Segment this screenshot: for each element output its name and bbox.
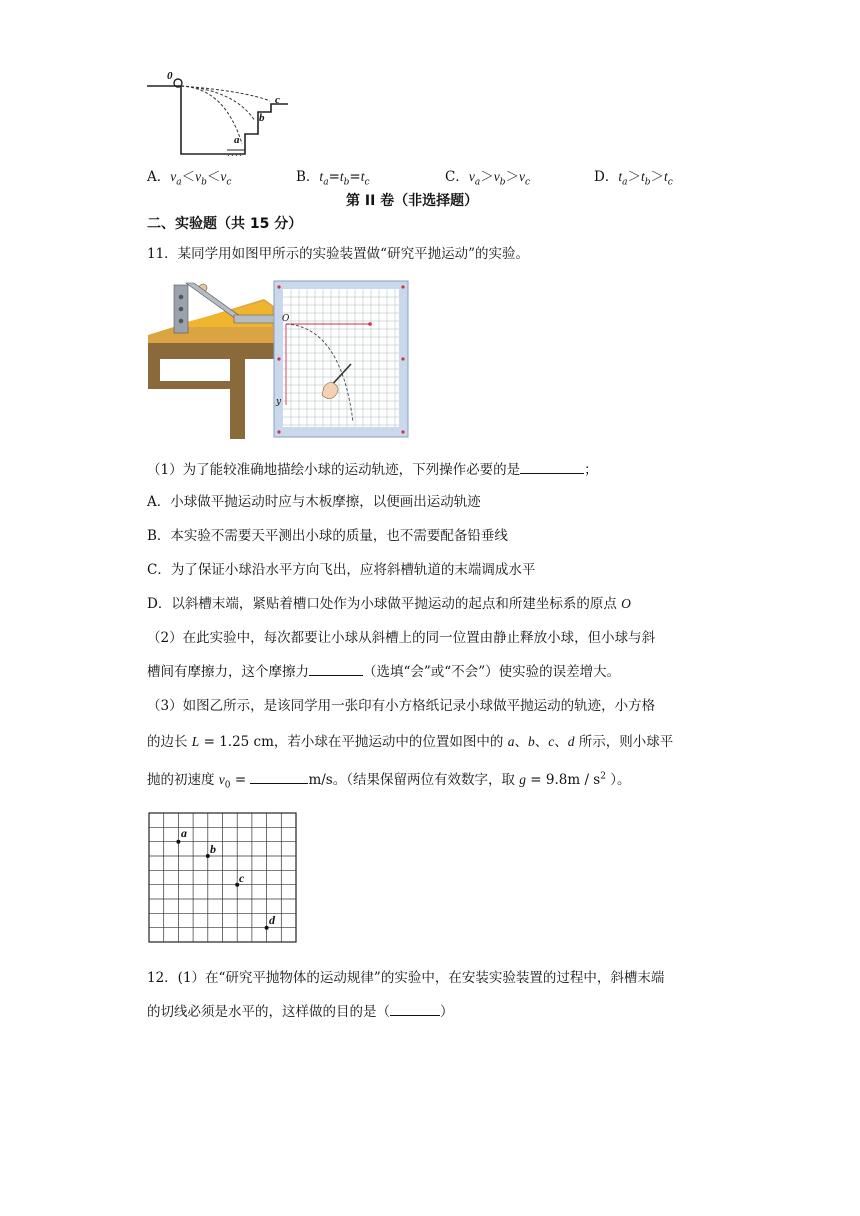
grid-point-b-label: b bbox=[210, 842, 216, 856]
figure-label-a: a bbox=[234, 134, 240, 146]
q11-sub2-answer-blank[interactable] bbox=[309, 661, 363, 676]
grid-figure bbox=[148, 812, 298, 944]
q11-option-d[interactable]: D．以斜槽末端，紧贴着槽口处作为小球做平抛运动的起点和所建坐标系的原点 O bbox=[147, 596, 631, 612]
q10-option-c[interactable]: C．$v_a>v_b>v_c$ bbox=[445, 169, 531, 188]
q11-option-a[interactable]: A．小球做平抛运动时应与木板摩擦，以便画出运动轨迹 bbox=[147, 494, 481, 510]
grid-point-c-label: c bbox=[239, 871, 245, 885]
q11-sub3-line2: 的边长 L = 1.25 cm，若小球在平抛运动中的位置如图中的 a、b、c、d 所示，则小球平 bbox=[147, 734, 674, 750]
q12-answer-blank[interactable] bbox=[390, 1001, 440, 1016]
q11-option-b[interactable]: B．本实验不需要天平测出小球的质量，也不需要配备铅垂线 bbox=[147, 528, 508, 544]
figure-label-o: 0 bbox=[167, 70, 173, 82]
q11-sub3-line1: （3）如图乙所示，是该同学用一张印有小方格纸记录小球做平抛运动的轨迹，小方格 bbox=[147, 698, 656, 714]
figure-label-c: c bbox=[275, 94, 280, 106]
q11-sub2-line1: （2）在此实验中，每次都要让小球从斜槽上的同一位置由静止释放小球，但小球与斜 bbox=[147, 630, 656, 646]
section2-title: 二、实验题（共 15 分） bbox=[147, 216, 303, 232]
apparatus-label-y: y bbox=[276, 397, 282, 407]
part2-title: 第 II 卷（非选择题） bbox=[346, 193, 479, 209]
q11-option-c[interactable]: C．为了保证小球沿水平方向飞出，应将斜槽轨道的末端调成水平 bbox=[147, 562, 536, 578]
apparatus-label-o: O bbox=[282, 314, 290, 324]
apparatus-figure bbox=[146, 277, 411, 442]
q10-option-a[interactable]: A．$v_a<v_b<v_c$ bbox=[147, 169, 232, 188]
q10-option-d[interactable]: D．$t_a>t_b>t_c$ bbox=[594, 169, 673, 188]
q11-sub3-answer-blank[interactable] bbox=[250, 769, 308, 784]
q11-sub2-line2: 槽间有摩擦力，这个摩擦力 （选填“会”或“不会”）使实验的误差增大。 bbox=[147, 660, 620, 680]
grid-point-d-label: d bbox=[269, 913, 275, 927]
q11-sub1-answer-blank[interactable] bbox=[520, 459, 584, 474]
q11-sub1: （1）为了能较准确地描绘小球的运动轨迹，下列操作必要的是 ； bbox=[147, 458, 598, 478]
figure-label-b: b bbox=[259, 112, 265, 124]
q11-stem: 11．某同学用如图甲所示的实验装置做“研究平抛运动”的实验。 bbox=[147, 246, 529, 262]
q12-line2: 的切线必须是水平的，这样做的目的是（ ） bbox=[147, 1000, 454, 1020]
grid-point-a-label: a bbox=[181, 826, 187, 840]
q10-option-b[interactable]: B．$t_a=t_b=t_c$ bbox=[296, 169, 370, 188]
q12-line1: 12．(1）在“研究平抛物体的运动规律”的实验中，在安装实验装置的过程中，斜槽末端 bbox=[147, 970, 665, 986]
q11-sub3-line3: 抛的初速度 $v_0 = m/s$。（结果保留两位有效数字，取 $g = 9.8m / s^2$ ）。 bbox=[147, 768, 631, 791]
